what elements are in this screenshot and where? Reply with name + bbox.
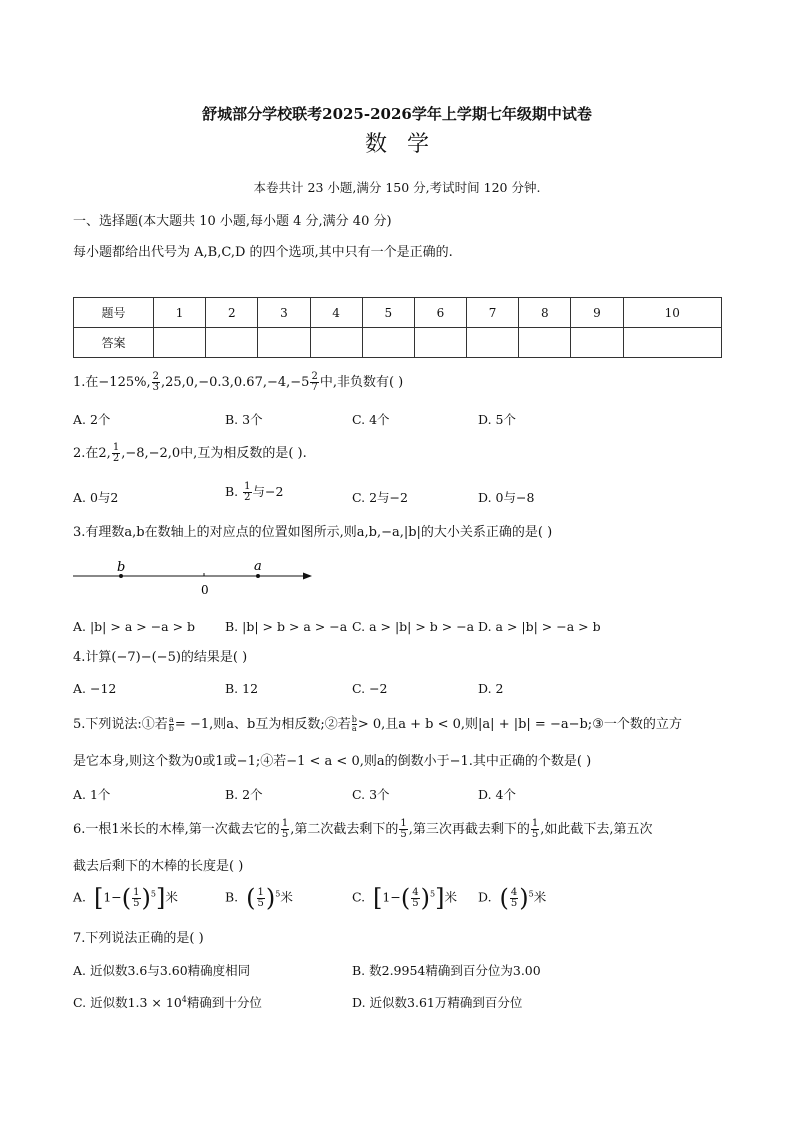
option-d: D. 2 — [478, 681, 504, 696]
question-2: 2.在2, $\frac{1}{2}$ ,−8,−2,0中,互为相反数的是( ). — [73, 442, 307, 464]
option-c: C. 4个 — [352, 412, 390, 427]
question-7: 7.下列说法正确的是( ) — [73, 931, 204, 946]
option-a: A. |b| > a > −a > b — [73, 619, 196, 634]
label-b: b — [117, 560, 126, 575]
exam-title: 舒城部分学校联考2025-2026学年上学期七年级期中试卷 — [202, 105, 592, 123]
option-b: B. $\frac{1}{2}$ 与−2 — [225, 481, 284, 503]
option-c: C. [1−( $\frac{4}{5}$ )$^5$]米 — [352, 884, 457, 912]
fraction: $\frac{1}{5}$ — [400, 818, 407, 840]
table-cell: 3 — [258, 298, 310, 328]
option-d: D. 0与−8 — [478, 490, 535, 505]
option-b: B. 3个 — [225, 412, 263, 427]
question-6-line-2: 截去后剩下的木棒的长度是( ) — [73, 859, 244, 874]
fraction: $\frac{2}{3}$ — [152, 371, 159, 393]
answer-cell[interactable] — [519, 328, 571, 358]
table-cell: 1 — [154, 298, 206, 328]
point-a — [256, 574, 260, 578]
arrow-icon — [303, 573, 312, 580]
fraction: $\frac{1}{5}$ — [531, 818, 539, 840]
question-3: 3.有理数a,b在数轴上的对应点的位置如图所示,则a,b,−a,|b|的大小关系正确的是( ) — [73, 525, 553, 540]
fraction: $\frac{1}{2}$ — [112, 442, 120, 464]
row-header-number: 题号 — [74, 298, 154, 328]
label-a: a — [254, 559, 262, 574]
section-heading: 一、选择题(本大题共 10 小题,每小题 4 分,满分 40 分) — [73, 214, 392, 229]
table-cell: 9 — [571, 298, 623, 328]
label-zero: 0 — [201, 583, 209, 597]
fraction: $\frac{1}{2}$ — [244, 481, 251, 503]
fraction: $\frac{1}{5}$ — [281, 818, 289, 840]
table-row — [74, 328, 722, 358]
question-4: 4.计算(−7)−(−5)的结果是( ) — [73, 650, 248, 665]
option-b: B. ( $\frac{1}{5}$ )$^5$米 — [225, 884, 293, 912]
table-cell: 5 — [362, 298, 414, 328]
option-c: C. 3个 — [352, 787, 390, 802]
option-d: D. ( $\frac{4}{5}$ )$^5$米 — [478, 884, 547, 912]
question-6-line-1: 6.一根1米长的木棒,第一次截去它的 $\frac{1}{5}$ ,第二次截去剩下的 $\frac{1}{5}$ ,第三次再截去剩下的 $\frac{1}{5}$ ,如此截下去,第五次 — [73, 818, 653, 840]
answer-cell[interactable] — [310, 328, 362, 358]
option-d: D. 4个 — [478, 787, 516, 802]
option-b: B. |b| > b > a > −a — [225, 619, 348, 634]
answer-cell[interactable] — [258, 328, 310, 358]
option-c: C. 2与−2 — [352, 490, 408, 505]
option-a: A. −12 — [73, 681, 117, 696]
answer-cell[interactable] — [154, 328, 206, 358]
option-c: C. 近似数$1.3 \times 10^4$精确到十分位 — [73, 994, 262, 1010]
table-cell: 8 — [519, 298, 571, 328]
answer-cell[interactable] — [623, 328, 721, 358]
answer-cell[interactable] — [467, 328, 519, 358]
option-b: B. 2个 — [225, 787, 263, 802]
option-d: D. a > |b| > −a > b — [478, 619, 601, 634]
row-header-answer: 答案 — [74, 328, 154, 358]
table-cell: 2 — [206, 298, 258, 328]
question-5-line-2: 是它本身,则这个数为0或1或−1;④若−1 < a < 0,则a的倒数小于−1.其中正确的个数是( ) — [73, 754, 592, 769]
fraction: $\frac{b}{a}$ — [351, 715, 357, 733]
option-d: D. 5个 — [478, 412, 516, 427]
option-b: B. 数2.9954精确到百分位为3.00 — [352, 963, 541, 978]
option-a: A. 近似数3.6与3.60精确度相同 — [73, 963, 251, 978]
table-cell: 7 — [467, 298, 519, 328]
section-instruction: 每小题都给出代号为 A,B,C,D 的四个选项,其中只有一个是正确的. — [73, 245, 453, 260]
table-row — [74, 298, 722, 328]
answer-cell[interactable] — [414, 328, 466, 358]
option-c: C. a > |b| > b > −a — [352, 619, 475, 634]
question-1: 1.在−125%, $\frac{2}{3}$ ,25,0,−0.3,0.67,−4,−5 $\frac{2}{7}$ 中,非负数有( ) — [73, 371, 404, 393]
number-line-figure — [70, 556, 320, 600]
fraction: $\frac{a}{b}$ — [168, 715, 174, 733]
option-a: A. 2个 — [73, 412, 111, 427]
question-5-line-1: 5.下列说法:①若 $\frac{a}{b}$ = −1,则a、b互为相反数;②若 $\frac{b}{a}$ > 0,且a + b < 0,则|a| + |b| = −a−b;③一个数的立方 — [73, 715, 682, 733]
table-cell: 10 — [623, 298, 721, 328]
table-cell: 4 — [310, 298, 362, 328]
option-b: B. 12 — [225, 681, 259, 696]
exam-info: 本卷共计 23 小题,满分 150 分,考试时间 120 分钟. — [253, 180, 541, 195]
subject-title: 数学 — [364, 132, 449, 157]
option-d: D. 近似数3.61万精确到百分位 — [352, 995, 523, 1010]
answer-cell[interactable] — [571, 328, 623, 358]
fraction: $\frac{2}{7}$ — [311, 371, 318, 393]
option-a: A. [1−( $\frac{1}{5}$ )$^5$]米 — [73, 884, 178, 912]
option-a: A. 0与2 — [73, 490, 119, 505]
table-cell: 6 — [414, 298, 466, 328]
answer-cell[interactable] — [206, 328, 258, 358]
answer-table — [73, 297, 722, 358]
option-a: A. 1个 — [73, 787, 111, 802]
answer-cell[interactable] — [362, 328, 414, 358]
option-c: C. −2 — [352, 681, 388, 696]
